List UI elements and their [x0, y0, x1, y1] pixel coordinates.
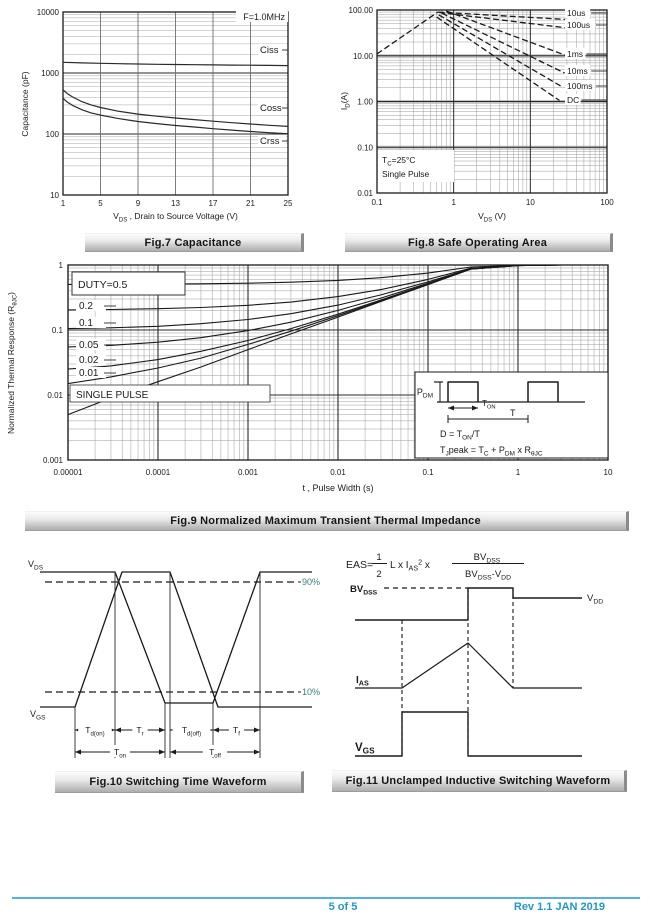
svg-text:BVDSS-VDD: $BV_{DSS}-V_{DD}$ — [465, 569, 511, 582]
svg-text:100: 100 — [600, 198, 614, 207]
svg-text:TON: $T_{ON}$ — [482, 399, 496, 411]
svg-text:90%: 90% — [302, 577, 321, 587]
svg-text:VDS (V): $V_{DS}$ (V) — [478, 211, 506, 224]
svg-text:13: 13 — [171, 199, 180, 208]
svg-text:0.001: 0.001 — [42, 456, 63, 465]
svg-text:Normalized Thermal Response (R: Normalized Thermal Response $(R_{\theta JC})$ — [6, 291, 19, 435]
svg-text:10%: 10% — [302, 687, 321, 697]
svg-text:EAS=: EAS= — [346, 559, 374, 571]
svg-text:10000: 10000 — [36, 8, 59, 17]
footer-divider — [12, 897, 640, 899]
svg-text:0.01: 0.01 — [330, 468, 346, 477]
svg-text:TJpeak = TC + PDM x RθJC: $T_Jpeak = T_C + P_{DM}$ x $R_{\theta JC}$ — [440, 445, 543, 458]
svg-text:5: 5 — [98, 199, 103, 208]
svg-text:25: 25 — [283, 199, 293, 208]
svg-text:T: T — [510, 408, 516, 418]
svg-text:0.001: 0.001 — [237, 468, 259, 477]
svg-text:VGS: $V_{GS}$ — [355, 742, 375, 756]
svg-text:TC=25°C: $T_C=25^\circ C$ — [382, 155, 416, 168]
svg-text:9: 9 — [135, 199, 141, 208]
svg-text:17: 17 — [208, 199, 218, 208]
svg-text:Ton: $T_{on}$ — [114, 747, 126, 760]
fig8-caption: Fig.8 Safe Operating Area — [345, 233, 613, 252]
svg-text:DUTY=0.5: DUTY=0.5 — [78, 279, 128, 291]
svg-text:100us: 100us — [567, 20, 591, 30]
svg-text:VGS: $V_{GS}$ — [30, 709, 46, 722]
svg-text:1: 1 — [58, 261, 63, 270]
footer-page-number: 5 of 5 — [328, 901, 358, 913]
svg-text:Tf: $T_f$ — [233, 725, 240, 738]
svg-text:VDS , Drain to Source Voltage: $V_{DS}$ , Drain to Source Voltage (V) — [113, 211, 238, 224]
svg-text:2: 2 — [376, 569, 382, 580]
svg-text:0.2: 0.2 — [79, 301, 93, 312]
svg-text:0.1: 0.1 — [51, 326, 63, 335]
svg-text:0.10: 0.10 — [357, 143, 373, 153]
svg-text:Single Pulse: Single Pulse — [382, 169, 430, 179]
svg-text:1: 1 — [60, 199, 66, 208]
svg-text:Toff: $T_{off}$ — [209, 747, 221, 760]
svg-text:Coss: Coss — [260, 103, 282, 114]
svg-text:Capacitance (pF): Capacitance (pF) — [20, 71, 30, 137]
svg-text:1: 1 — [515, 468, 521, 477]
svg-text:VDS: $V_{DS}$ — [28, 559, 44, 572]
svg-text:DC: DC — [567, 95, 580, 105]
svg-text:PDM: $P_{DM}$ — [416, 387, 433, 400]
svg-text:Tr: $T_r$ — [136, 725, 144, 738]
svg-text:BVDSS: $BV_{DSS}$ — [473, 552, 501, 565]
svg-text:10ms: 10ms — [567, 66, 588, 76]
svg-text:0.1: 0.1 — [79, 318, 93, 329]
svg-text:Ciss: Ciss — [260, 45, 279, 56]
svg-text:10: 10 — [603, 468, 613, 477]
svg-text:L x IAS2 x: L x $I_{AS}^2$ x — [390, 557, 430, 573]
svg-text:t , Pulse Width (s): t , Pulse Width (s) — [302, 483, 374, 493]
svg-text:ID(A): $I_D(A)$ — [339, 91, 352, 111]
svg-text:D = TON/T: $D = T_{ON}/T$ — [440, 429, 480, 442]
fig9-thermal-impedance-chart — [0, 255, 650, 510]
svg-text:1.00: 1.00 — [357, 97, 373, 107]
svg-text:1000: 1000 — [41, 69, 59, 78]
fig7-capacitance-chart — [0, 0, 330, 228]
svg-text:SINGLE PULSE: SINGLE PULSE — [76, 390, 149, 401]
fig8-soa-chart — [330, 0, 650, 228]
svg-text:10: 10 — [50, 191, 59, 200]
svg-text:0.05: 0.05 — [79, 340, 99, 351]
svg-text:0.1: 0.1 — [371, 198, 383, 207]
svg-text:100: 100 — [45, 130, 59, 139]
svg-text:1: 1 — [451, 198, 456, 207]
svg-text:1ms: 1ms — [567, 49, 584, 59]
footer-revision: Rev 1.1 JAN 2019 — [513, 901, 605, 913]
fig11-uis-waveform-diagram — [330, 540, 650, 770]
svg-text:0.02: 0.02 — [79, 355, 99, 366]
svg-text:1: 1 — [376, 552, 382, 563]
svg-text:BVDSS: $BV_{DSS}$ — [350, 584, 378, 597]
fig11-caption: Fig.11 Unclamped Inductive Switching Waveform — [332, 770, 627, 792]
svg-text:Td(off): $T_{d(off)}$ — [181, 725, 202, 738]
svg-text:10.00: 10.00 — [352, 51, 373, 61]
fig7-caption: Fig.7 Capacitance — [85, 233, 304, 252]
svg-text:0.01: 0.01 — [357, 189, 373, 198]
fig9-caption: Fig.9 Normalized Maximum Transient Thermal Impedance — [25, 511, 629, 531]
svg-text:Td(on): $T_{d(on)}$ — [85, 725, 105, 738]
svg-text:IAS: $I_{AS}$ — [356, 675, 369, 688]
svg-text:0.0001: 0.0001 — [145, 468, 171, 477]
svg-text:10us: 10us — [567, 8, 586, 18]
svg-text:0.1: 0.1 — [422, 468, 434, 477]
svg-text:0.00001: 0.00001 — [53, 468, 83, 477]
svg-text:100.00: 100.00 — [348, 6, 373, 15]
svg-text:F=1.0MHz: F=1.0MHz — [243, 12, 285, 22]
svg-text:Crss: Crss — [260, 136, 280, 147]
svg-text:21: 21 — [246, 199, 255, 208]
svg-text:100ms: 100ms — [567, 81, 593, 91]
svg-text:VDD: $V_{DD}$ — [587, 593, 604, 606]
fig10-caption: Fig.10 Switching Time Waveform — [55, 771, 304, 793]
fig10-switching-waveform-diagram — [0, 540, 330, 771]
svg-text:10: 10 — [525, 198, 535, 207]
svg-text:0.01: 0.01 — [79, 368, 99, 379]
svg-text:0.01: 0.01 — [47, 391, 63, 400]
